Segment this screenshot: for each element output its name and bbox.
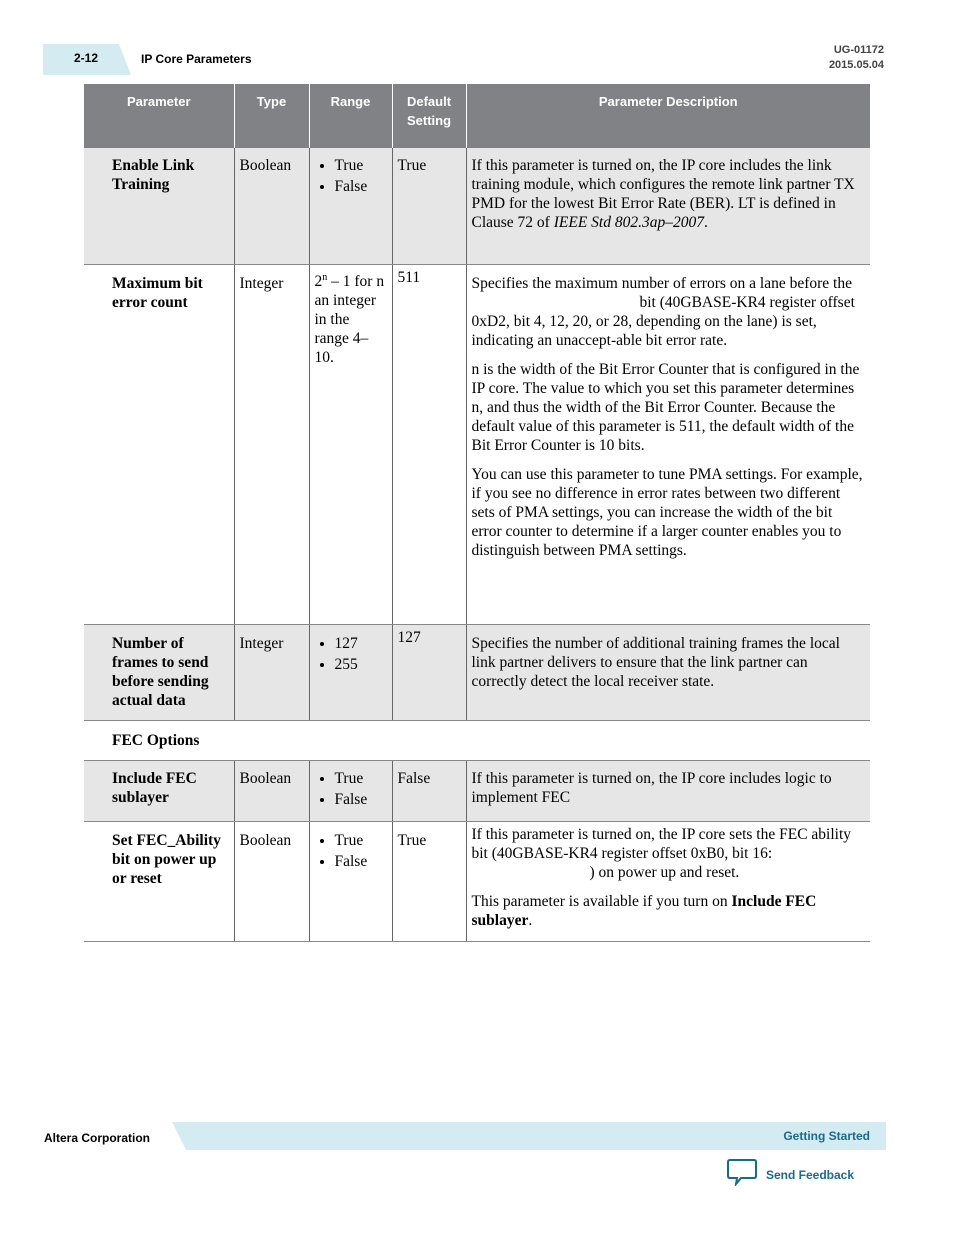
table-row <box>84 624 870 720</box>
description-paragraph: n is the width of the Bit Error Counter that is configured in the IP core. The value to which you set this parameter determines n, and thus the width of the Bit Error Counter. Because the default value of this parameter is 511, the default width of the Bit Error Counter is 10 bits. <box>471 360 860 454</box>
parameter-type: Integer <box>234 624 309 720</box>
parameter-description <box>466 148 870 264</box>
parameter-name: Include FEC sublayer <box>84 760 234 821</box>
range-option: • True <box>335 831 387 850</box>
table-row <box>84 760 870 821</box>
range-option: • False <box>335 177 387 196</box>
parameter-range <box>309 821 392 941</box>
footer-band <box>172 1122 886 1150</box>
section-label: FEC Options <box>84 720 870 760</box>
speech-bubble-icon <box>727 1158 757 1191</box>
range-option: • False <box>335 790 387 809</box>
table-row <box>84 821 870 941</box>
parameter-name: Number of frames to send before sending actual data <box>84 624 234 720</box>
description-text: . <box>528 911 533 929</box>
description-text: This parameter is available if you turn on <box>471 892 732 910</box>
parameter-range <box>309 760 392 821</box>
section-row <box>84 720 870 760</box>
column-header-description: Parameter Description <box>466 84 870 148</box>
table-header-row <box>84 84 870 148</box>
send-feedback-link[interactable] <box>727 1158 854 1191</box>
document-meta <box>829 43 884 73</box>
parameter-default: 511 <box>392 264 466 624</box>
parameter-default: 127 <box>392 624 466 720</box>
range-option: • 127 <box>335 634 387 653</box>
parameter-name: Maximum bit error count <box>84 264 234 624</box>
range-exponent: n <box>322 271 328 283</box>
page-number: 2-12 <box>74 51 99 65</box>
send-feedback-label: Send Feedback <box>766 1167 855 1182</box>
range-option: • True <box>335 769 387 788</box>
parameter-description: If this parameter is turned on, the IP core includes logic to implement FEC <box>466 760 870 821</box>
parameter-name: Enable Link Training <box>84 148 234 264</box>
parameter-description: Specifies the number of additional training frames the local link partner delivers to ensure that the link partner can correctly detect the local receiver state. <box>466 624 870 720</box>
parameter-type: Boolean <box>234 760 309 821</box>
range-option: • True <box>335 156 387 175</box>
parameter-description <box>466 264 870 624</box>
range-option: • 255 <box>335 655 387 674</box>
range-text: – 1 for n an integer in the range 4–10. <box>314 272 385 366</box>
parameter-type: Boolean <box>234 821 309 941</box>
range-option: • False <box>335 852 387 871</box>
parameter-default: True <box>392 148 466 264</box>
table-row <box>84 148 870 264</box>
ui-reference: Include FEC sublayer <box>471 892 817 929</box>
section-title: IP Core Parameters <box>141 52 252 66</box>
parameter-range <box>309 624 392 720</box>
parameter-description <box>466 821 870 941</box>
column-header-type: Type <box>234 84 309 148</box>
description-text: . <box>703 214 708 231</box>
footer-company: Altera Corporation <box>44 1131 151 1145</box>
table-row <box>84 264 870 624</box>
parameter-type: Integer <box>234 264 309 624</box>
parameter-name: Set FEC_Ability bit on power up or reset <box>84 821 234 941</box>
column-header-range: Range <box>309 84 392 148</box>
description-text: Specifies the maximum number of errors on a lane before the <box>471 274 852 292</box>
column-header-parameter: Parameter <box>84 84 234 148</box>
document-id: UG-01172 <box>833 44 884 56</box>
description-text: bit (40GBASE-KR4 register offset 0xD2, bit 4, 12, 20, or 28, depending on the lane) is set, indicating an unaccept-able bit error rate. <box>471 293 855 349</box>
standard-reference: IEEE Std 802.3ap–2007 <box>553 214 704 231</box>
parameter-range <box>309 264 392 624</box>
parameter-default: True <box>392 821 466 941</box>
column-header-default: Default Setting <box>392 84 466 148</box>
parameter-type: Boolean <box>234 148 309 264</box>
parameter-default: False <box>392 760 466 821</box>
document-date: 2015.05.04 <box>828 59 884 71</box>
parameters-table <box>84 84 870 942</box>
description-text: If this parameter is turned on, the IP core sets the FEC ability bit (40GBASE-KR4 register offset 0xB0, bit 16: <box>471 825 852 862</box>
range-base: 2 <box>314 272 323 290</box>
chapter-link[interactable]: Getting Started <box>783 1129 870 1143</box>
parameter-range <box>309 148 392 264</box>
description-paragraph: You can use this parameter to tune PMA settings. For example, if you see no difference in error rates between two different sets of PMA settings, you can increase the width of the bit error counter to determine if a larger counter enables you to distinguish between PMA settings. <box>471 465 863 559</box>
description-text: If this parameter is turned on, the IP core includes the link training module, which configures the remote link partner TX PMD for the lowest Bit Error Rate (BER). LT is defined in Clause 72 of <box>471 157 855 231</box>
description-text: ) on power up and reset. <box>589 863 740 881</box>
